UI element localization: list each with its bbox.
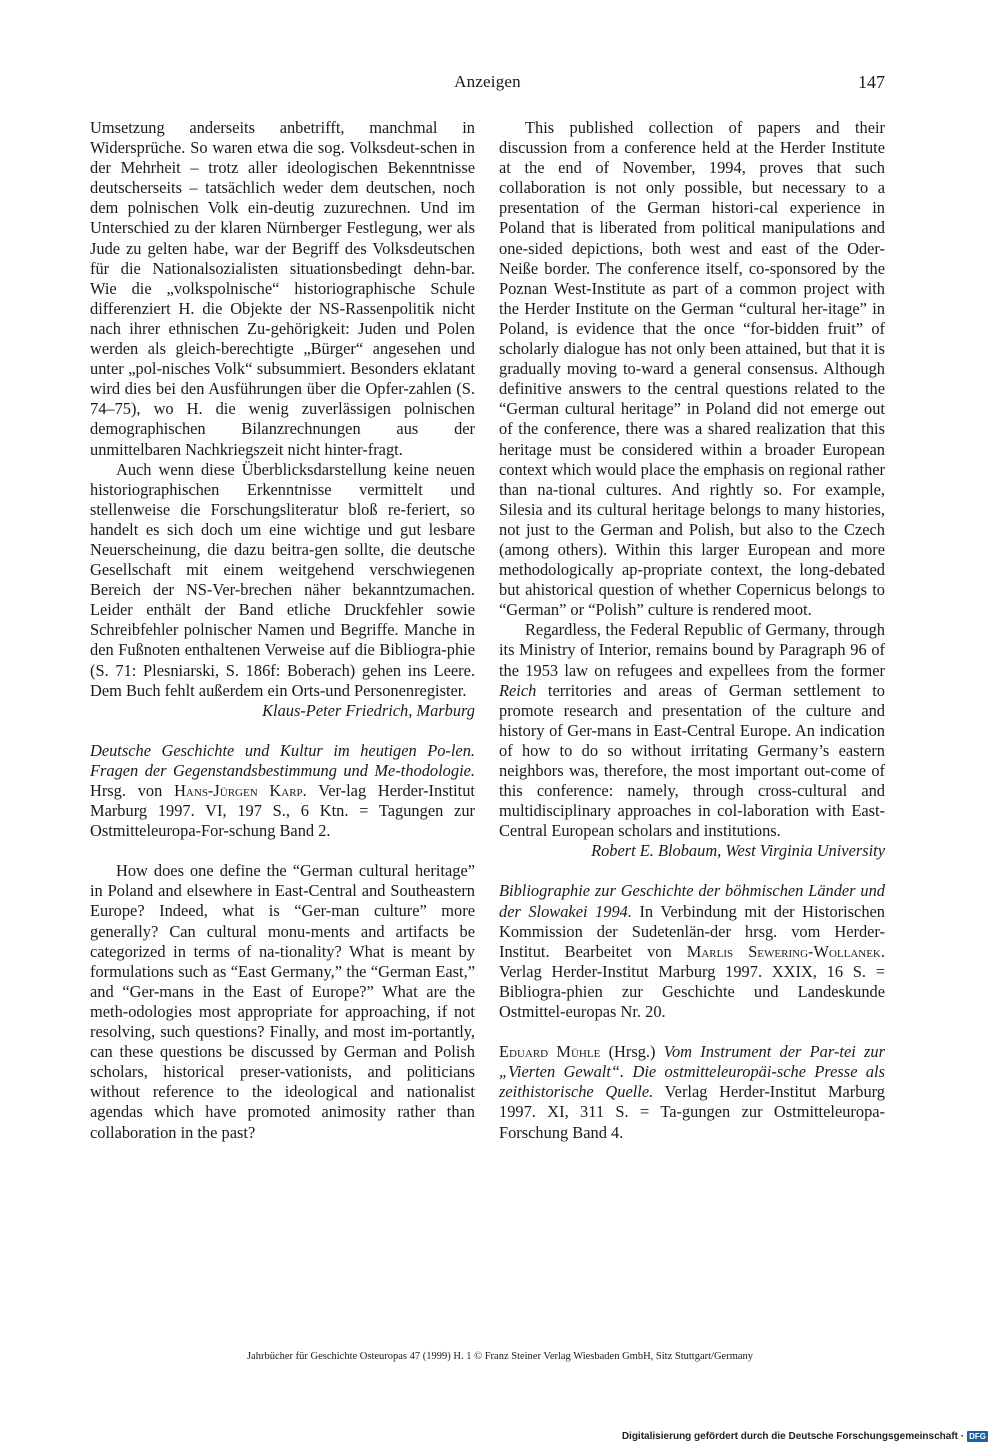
right-paragraph-2: Regardless, the Federal Republic of Germany, through its Ministry of Interior, remains bound by Paragraph 96 of the 1953 law on refugees and expellees from the former Reich territories and areas of German settlement to promote research and presentation of the culture and history of Ger-mans in East-Central Europe. An indication of how to do so without irritating Germany’s eastern neighbors was, therefore, the most important out-come of this conference: namely, through cross-cultural and multidisciplinary approaches in col-laboration with East-Central European scholars and institutions. — [499, 620, 885, 841]
bibliographic-entry-karp: Deutsche Geschichte und Kultur im heutigen Po-len. Fragen der Gegenstandsbestimmung und Me-thodologie. Hrsg. von Hans-Jürgen Karp. Ver-lag Herder-Institut Marburg 1997. VI, 197 S., 6 Ktn. = Tagungen zur Ostmitteleuropa-For-schung Band 2. — [90, 740, 475, 841]
left-paragraph-3: How does one define the “German cultural heritage” in Poland and elsewhere in East-Central and Southeastern Europe? Indeed, what is “Ger-man culture” more generally? Can cultural monu-ments and artifacts be categorized in terms of na-tionality? What is meant by formulations such as “East Germany,” the “German East,” and “Ger-mans in the East of Europe?” What are the meth-odologies most appropriate for approaching, if not resolving, such questions? Finally, and most im-portantly, can these questions be discussed by German and Polish scholars, historical preser-vationists, and politicians without reference to the ideological and nationalist agendas which have promoted animosity rather than collaboration in the past? — [90, 861, 475, 1142]
entry-title: Deutsche Geschichte und Kultur im heutigen Po-len. Fragen der Gegenstandsbestimmung und Me-thodologie. — [90, 740, 475, 780]
left-paragraph-2: Auch wenn diese Überblicksdarstellung keine neuen historiographischen Erkenntnisse vermittelt und stellenweise die Forschungsliteratur bloß re-feriert, so handelt es sich doch um eine wichtige und gut lesbare Neuerscheinung, die dazu beitra-gen sollte, die deutsche Gesellschaft mit einem weitgehend verschwiegenen Bereich der NS-Ver-brechen näher bekanntzumachen. Leider enthält der Band etliche Druckfehler sowie Schreibfehler polnischer Namen und Begriffe. Manche in den Fußnoten enthaltenen Verweise auf die Bibliogra-phie (S. 71: Plesniarski, S. 186f: Boberach) gehen ins Leere. Dem Buch fehlt außerdem ein Orts-und Personenregister. — [90, 459, 475, 700]
right-column — [499, 118, 885, 1143]
dfg-logo-icon: DFG — [969, 1432, 986, 1441]
dfg-note — [622, 1431, 988, 1442]
running-head-title: Anzeigen — [454, 72, 521, 91]
entry-editor: Hans-Jürgen Karp — [174, 781, 303, 800]
entry-author: Eduard Mühle — [499, 1042, 601, 1062]
right-paragraph-1: This published collection of papers and their discussion from a conference held at the Herder Institute at the end of November, 1994, proves that such collaboration is not only possible, but necessary to a presentation of the German histori-cal experience in Poland that is liberated from political manipulations and one-sided depictions, both west and east of the Oder-Neiße border. The conference itself, co-sponsored by the Poznan West-Institute as part of a common project with the Herder Institute on the German “cultural her-itage” in Poland, is evidence that the once “for-bidden fruit” of scholarly dialogue has not only been attained, but that it is gradually moving to-ward a general consensus. Although definitive answers to the central questions related to the “German cultural heritage” in Poland did not emerge out of the conference, there was a shared realization that this heritage must be considered within a broader European context which would place the emphasis on regional rather than na-tional cultures. And rightly so. For example, Silesia and its cultural heritage belongs to many histories, not just to the German and Polish, but also to the Czech (among others). Within this larger European and more methodologically ap-propriate context, the long-debated but ahistorical question of whether Copernicus belongs to “German” or “Polish” culture is rendered moot. — [499, 118, 885, 620]
entry-editor: Marlis Sewering-Wollanek — [686, 941, 881, 961]
page-number: 147 — [858, 72, 885, 92]
left-column — [90, 118, 475, 1143]
bibliographic-entry-bibliographie: Bibliographie zur Geschichte der böhmischen Länder und der Slowakei 1994. In Verbindung mit der Historischen Kommission der Sudetenlän-der hrsg. vom Herder-Institut. Bearbeitet von Marlis Sewering-Wollanek. Verlag Herder-Institut Marburg 1997. XXIX, 16 S. = Bibliogra-phien zur Geschichte und Landeskunde Ostmittel-europas Nr. 20. — [499, 881, 885, 1022]
left-paragraph-1: Umsetzung anderseits anbetrifft, manchmal in Widersprüche. So waren etwa die sog. Volksdeut-schen in der Mehrheit – trotz aller ideologischen Bekenntnisse deutscherseits – tatsächlich weder dem deutschen, noch dem polnischen Volk ein-deutig zuzurechnen. Und im Unterschied zu der klaren Nürnberger Festlegung, wer als Jude zu gelten habe, war der Begriff des Volksdeutschen für die Nationalsozialisten situationsbedingt dehn-bar. Wie die „volkspolnische“ historiographische Schule differenziert H. die Objekte der NS-Rassenpolitik nicht nach ihrer ethnischen Zu-gehörigkeit: Juden und Polen werden als gleich-berechtigte „Bürger“ angesehen und unter „pol-nisches Volk“ subsummiert. Besonders eklatant wird dies bei den Ausführungen über die Opfer-zahlen (S. 74–75), wo H. die wenig zuverlässigen polnischen demographischen Bilanzrechnungen aus der unmittelbaren Nachkriegszeit nicht hinter-fragt. — [90, 118, 475, 459]
bibliographic-entry-muehle: Eduard Mühle (Hrsg.) Vom Instrument der Par-tei zur „Vierten Gewalt“. Die ostmitteleuropäi-sche Presse als zeithistorische Quelle. Verlag Herder-Institut Marburg 1997. XI, 311 S. = Ta-gungen zur Ostmitteleuropa-Forschung Band 4. — [499, 1042, 885, 1142]
reviewer-signature-blobaum: Robert E. Blobaum, West Virginia University — [591, 841, 885, 861]
journal-footer: Jahrbücher für Geschichte Osteuropas 47 (1999) H. 1 © Franz Steiner Verlag Wiesbaden GmbH, Sitz Stuttgart/Germany — [246, 1351, 754, 1362]
reviewer-signature-friedrich: Klaus-Peter Friedrich, Marburg — [262, 700, 475, 720]
running-head — [90, 72, 885, 96]
dfg-note-text: Digitalisierung gefördert durch die Deutsche Forschungsgemeinschaft · — [621, 1431, 965, 1442]
